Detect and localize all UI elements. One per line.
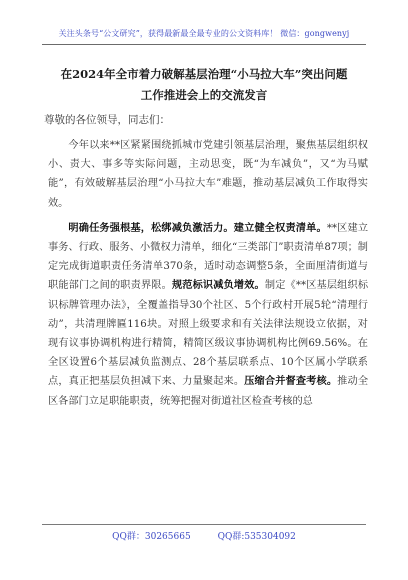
- document-title-line-1: 在2024年全市着力破解基层治理“小马拉大车”突出问题: [60, 67, 348, 81]
- footer-qq-group-2: QQ群:535304092: [217, 532, 296, 542]
- footer-qq-group-1: QQ群：30265665: [112, 532, 191, 542]
- section-paragraph: [48, 219, 368, 411]
- section-heading: 明确任务强根基，松绑减负激活力。建立健全权责清单。: [68, 221, 327, 234]
- header-divider: [42, 44, 366, 45]
- header-banner: 关注头条号“公文研究”，获得最新最全最专业的公文资料库！ 微信：gongwenyj: [58, 29, 350, 38]
- document-body: [48, 136, 368, 411]
- paragraph-text: 制定《**区基层组织标识标牌管理办法》，全覆盖指导30个社区、5个行政村开展5轮“清理行动”，共清理牌匾116块。对照上级要求和有关法律法规设立依据，对现有议事协调机构进行精简，精简区级议事协调机构比例69.56%。在全区设置6个基层减负监测点、28个基层联系点、10个区属小学联系点，真正把基层负担减下来、力量聚起来。: [48, 280, 369, 388]
- subsection-heading: 压缩合并督查考核。: [244, 375, 338, 388]
- paragraph-text: **区建立事务、行政、服务、小微权力清单，细化“三类部门”职责清单87项；制定完成街道职责任务清单370条，适时动态调整5条，全面厘清街道与职能部门之间的职责界限。: [48, 222, 369, 292]
- footer: [0, 529, 408, 542]
- greeting: 尊敬的各位领导，同志们：: [44, 114, 170, 126]
- subsection-heading: 规范标识减负增效。: [171, 279, 265, 292]
- paragraph-text: 推动全区各部门立足职能职责，统筹把握对街道社区检查考核的总: [48, 376, 369, 407]
- document-title-line-2: 工作推进会上的交流发言: [140, 88, 268, 102]
- intro-paragraph: 今年以来**区紧紧围绕抓城市党建引领基层治理，聚焦基层组织权小、责大、事多等实际问题，主动思变，既“为车减负”，又“为马赋能”，有效破解基层治理“小马拉大车”难题，推动基层减负工作取得实效。: [48, 140, 368, 209]
- footer-divider: [42, 524, 366, 525]
